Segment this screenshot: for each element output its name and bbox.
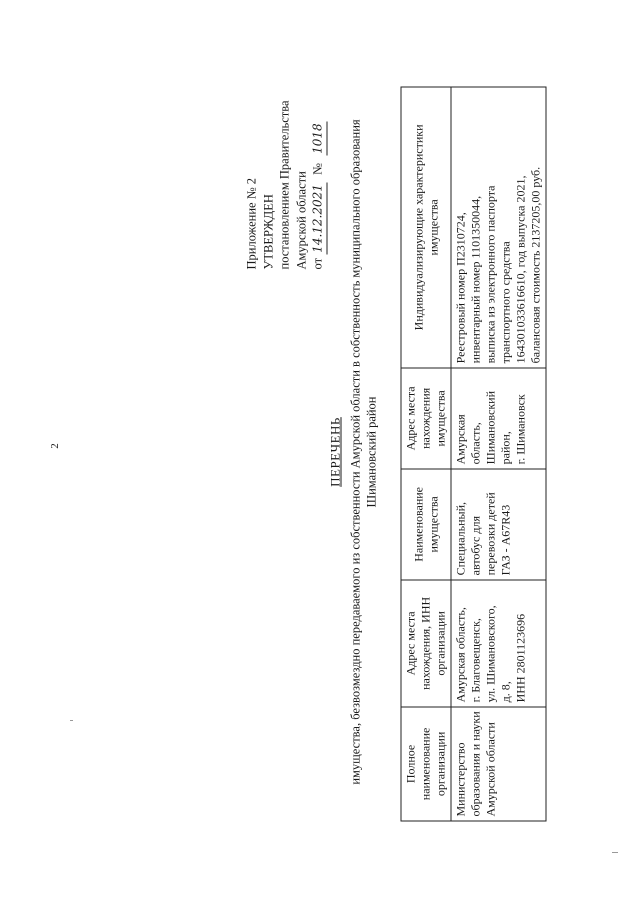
header-text: Полное [403, 744, 418, 784]
header-text: нахождения [418, 387, 433, 449]
cell-org-address [451, 580, 546, 707]
approval-stamp [244, 40, 328, 270]
date-prefix: от [310, 257, 325, 270]
header-text: имущества [426, 199, 440, 256]
page-number: 2 [48, 443, 61, 449]
header-text: организации [433, 611, 448, 676]
inventory-table [401, 86, 547, 821]
cell-text: Специальный, [453, 501, 468, 576]
subtitle-line-2: Шимановский район [364, 396, 379, 508]
handwritten-date: 14.12.2021 [310, 182, 328, 255]
header-text: имущества [433, 390, 448, 447]
cell-text: г. Благовещенск, [468, 618, 483, 703]
header-text: Адрес места [403, 386, 418, 451]
header-text: Адрес места [403, 611, 418, 676]
cell-text: ГАЗ - А67R43 [498, 504, 513, 576]
cell-text: Реестровый номер П2310724, [453, 212, 468, 364]
cell-text: Министерство [453, 742, 468, 817]
cell-text: транспортного средства [498, 241, 513, 364]
cell-text: автобус для [468, 516, 483, 576]
header-org-address [401, 580, 451, 707]
subtitle-line-1: имущества, безвозмездно передаваемого из собственности Амурской области в собственность муниципального образования [348, 119, 363, 785]
cell-text: ул. Шимановского, [483, 605, 498, 703]
document-body [236, 35, 596, 870]
cell-org-name [451, 707, 546, 821]
approval-line-region: Амурской области [294, 171, 308, 270]
cell-property-location [451, 368, 546, 469]
header-text: организации [433, 731, 448, 797]
cell-text: Шимановский [483, 390, 498, 465]
header-text: нахождения, ИНН [418, 596, 433, 690]
cell-text: перевозки детей [483, 492, 498, 576]
cell-text: д. 8, [498, 681, 513, 703]
header-property-location [401, 368, 451, 469]
document-title: ПЕРЕЧЕНЬ [327, 417, 343, 487]
approval-line-resolution: постановлением Правительства [277, 100, 292, 270]
header-characteristics [401, 87, 451, 368]
document-subtitle [348, 35, 380, 870]
cell-text: 164301033616610, год выпуска 2021, [513, 175, 528, 364]
number-prefix: № [310, 163, 325, 175]
cell-text: балансовая стоимость 2137205,00 руб. [528, 166, 543, 364]
header-text: Наименование [411, 487, 425, 562]
cell-text: инвентарный номер 1101350044, [468, 195, 483, 364]
inventory-table-wrap [401, 86, 547, 821]
table-header-row [401, 87, 451, 821]
header-org-name [401, 707, 451, 821]
title-block [328, 35, 380, 870]
cell-text: г. Шимановск [513, 394, 528, 465]
approval-line-appendix: Приложение № 2 [244, 177, 259, 270]
approval-date-line [310, 40, 328, 270]
cell-text: ИНН 2801123696 [513, 613, 528, 703]
cell-property-name [451, 469, 546, 580]
cell-text: Амурская [453, 414, 468, 465]
cell-text: Амурская область, [453, 607, 468, 703]
scan-speck [612, 852, 618, 857]
header-text: Индивидуализирующие характеристики [411, 124, 425, 331]
cell-text: образования и науки [468, 711, 483, 817]
cell-text: Амурской области [483, 722, 498, 817]
approval-line-approved: УТВЕРЖДЕН [261, 194, 275, 270]
handwritten-number: 1018 [310, 121, 328, 156]
cell-text: область, [468, 422, 483, 465]
header-text: наименование [418, 727, 433, 801]
cell-characteristics [451, 87, 546, 368]
cell-text: выписка из электронного паспорта [483, 185, 498, 364]
scan-speck [70, 720, 73, 725]
table-row [451, 87, 546, 821]
header-text: имущества [426, 496, 440, 553]
cell-text: район, [498, 431, 513, 465]
header-property-name [401, 469, 451, 580]
